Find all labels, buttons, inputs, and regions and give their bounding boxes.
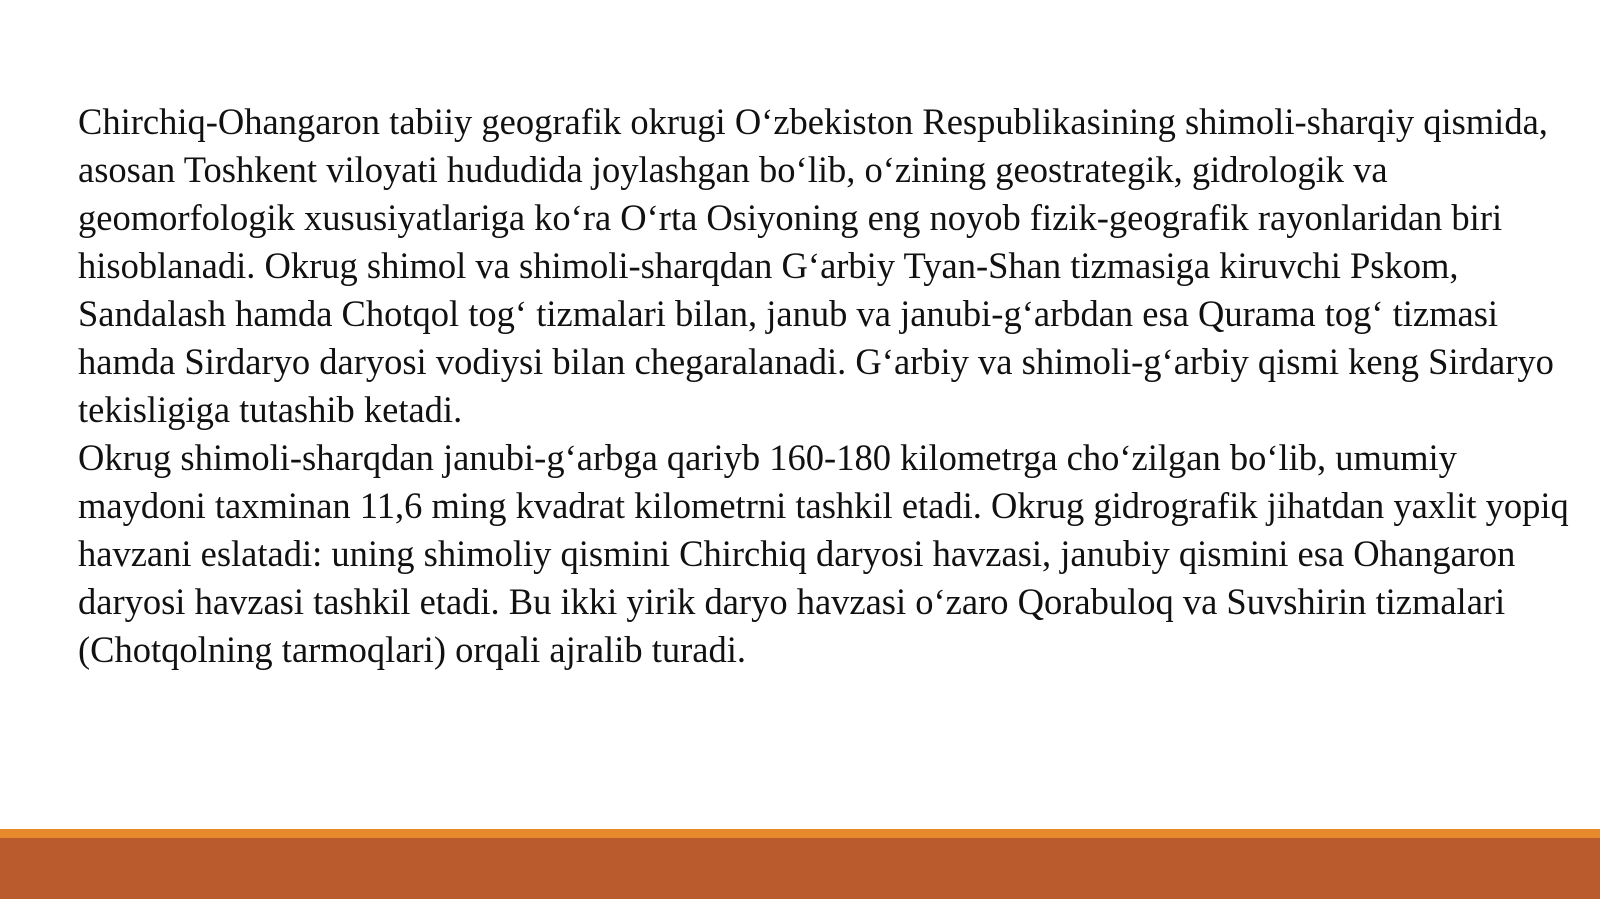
paragraph-2: Okrug shimoli-sharqdan janubi-g‘arbga qariyb 160-180 kilometrga cho‘zilgan bo‘lib, umumiy maydoni taxminan 11,6 ming kvadrat kilometrni tashkil etadi. Okrug gidrografik jihatdan yaxlit yopiq havzani eslatadi: uning shimoliy qismini Chirchiq daryosi havzasi, janubiy qismini esa Ohangaron daryosi havzasi tashkil etadi. Bu ikki yirik daryo havzasi o‘zaro Qorabuloq va Suvshirin tizmalari (Chotqolning tarmoqlari) orqali ajralib turadi.: [78, 437, 1569, 670]
footer-accent-stripe: [0, 829, 1600, 838]
footer-bar: [0, 829, 1600, 899]
slide-body-text: [78, 98, 1578, 674]
paragraph-1: Chirchiq-Ohangaron tabiiy geografik okrugi O‘zbekiston Respublikasining shimoli-sharqiy qismida, asosan Toshkent viloyati hududida joylashgan bo‘lib, o‘zining geostrategik, gidrologik va geomorfologik xususiyatlariga ko‘ra O‘rta Osiyoning eng noyob fizik-geografik rayonlaridan biri hisoblanadi. Okrug shimol va shimoli-sharqdan G‘arbiy Tyan-Shan tizmasiga kiruvchi Pskom, Sandalash hamda Chotqol tog‘ tizmalari bilan, janub va janubi-g‘arbdan esa Qurama tog‘ tizmasi hamda Sirdaryo daryosi vodiysi bilan chegaralanadi. G‘arbiy va shimoli-g‘arbiy qismi keng Sirdaryo tekisligiga tutashib ketadi.: [78, 101, 1554, 430]
